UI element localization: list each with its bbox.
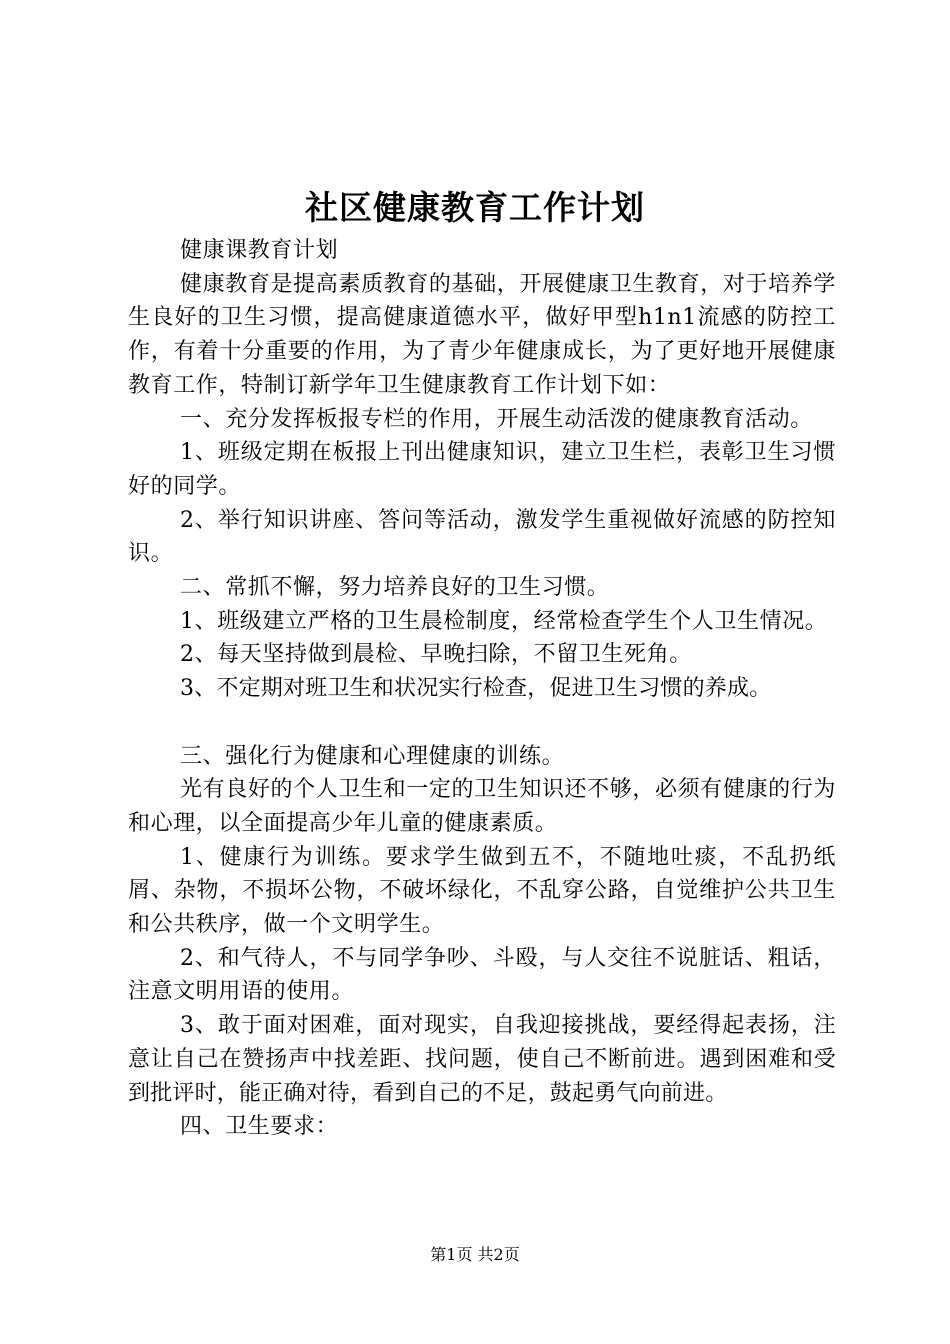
paragraph-subtitle: 健康课教育计划: [180, 238, 339, 263]
document-body: [128, 234, 836, 1144]
list-item: 1、班级定期在板报上刊出健康知识，建立卫生栏，表彰卫生习惯好的同学。: [128, 440, 836, 499]
list-item: 2、和气待人，不与同学争吵、斗殴，与人交往不说脏话、粗话，注意文明用语的使用。: [128, 945, 836, 1005]
section-heading-3: 三、强化行为健康和心理健康的训练。: [180, 743, 565, 769]
list-item: 3、不定期对班卫生和状况实行检查，促进卫生习惯的养成。: [180, 676, 772, 702]
document-title: 社区健康教育工作计划: [305, 188, 645, 227]
paragraph: 光有良好的个人卫生和一定的卫生知识还不够，必须有健康的行为和心理，以全面提高少年儿童的健康素质。: [128, 777, 836, 836]
blank-line: [128, 706, 836, 740]
list-item: 3、敢于面对困难，面对现实，自我迎接挑战，要经得起表扬，注意让自己在赞扬声中找差距、找问题，使自己不断前进。遇到困难和受到批评时，能正确对待，看到自己的不足，鼓起勇气向前进。: [128, 1013, 836, 1106]
section-heading-1: 一、充分发挥板报专栏的作用，开展生动活泼的健康教育活动。: [180, 406, 813, 432]
list-item: 2、每天坚持做到晨检、早晚扫除，不留卫生死角。: [180, 642, 692, 668]
paragraph-intro: 健康教育是提高素质教育的基础，开展健康卫生教育，对于培养学生良好的卫生习惯，提高健康道德水平，做好甲型h1n1流感的防控工作，有着十分重要的作用，为了青少年健康成长，为了更好地开展健康教育工作，特制订新学年卫生健康教育工作计划下如：: [128, 271, 836, 398]
page-footer: 第1页 共2页: [430, 1245, 520, 1264]
section-heading-4: 四、卫生要求：: [180, 1114, 339, 1140]
list-item: 1、健康行为训练。要求学生做到五不，不随地吐痰，不乱扔纸屑、杂物，不损坏公物，不破坏绿化，不乱穿公路，自觉维护公共卫生和公共秩序，做一个文明学生。: [128, 844, 836, 938]
section-heading-2: 二、常抓不懈，努力培养良好的卫生习惯。: [180, 575, 610, 601]
list-item: 2、举行知识讲座、答问等活动，激发学生重视做好流感的防控知识。: [128, 507, 836, 567]
list-item: 1、班级建立严格的卫生晨检制度，经常检查学生个人卫生情况。: [180, 608, 828, 634]
